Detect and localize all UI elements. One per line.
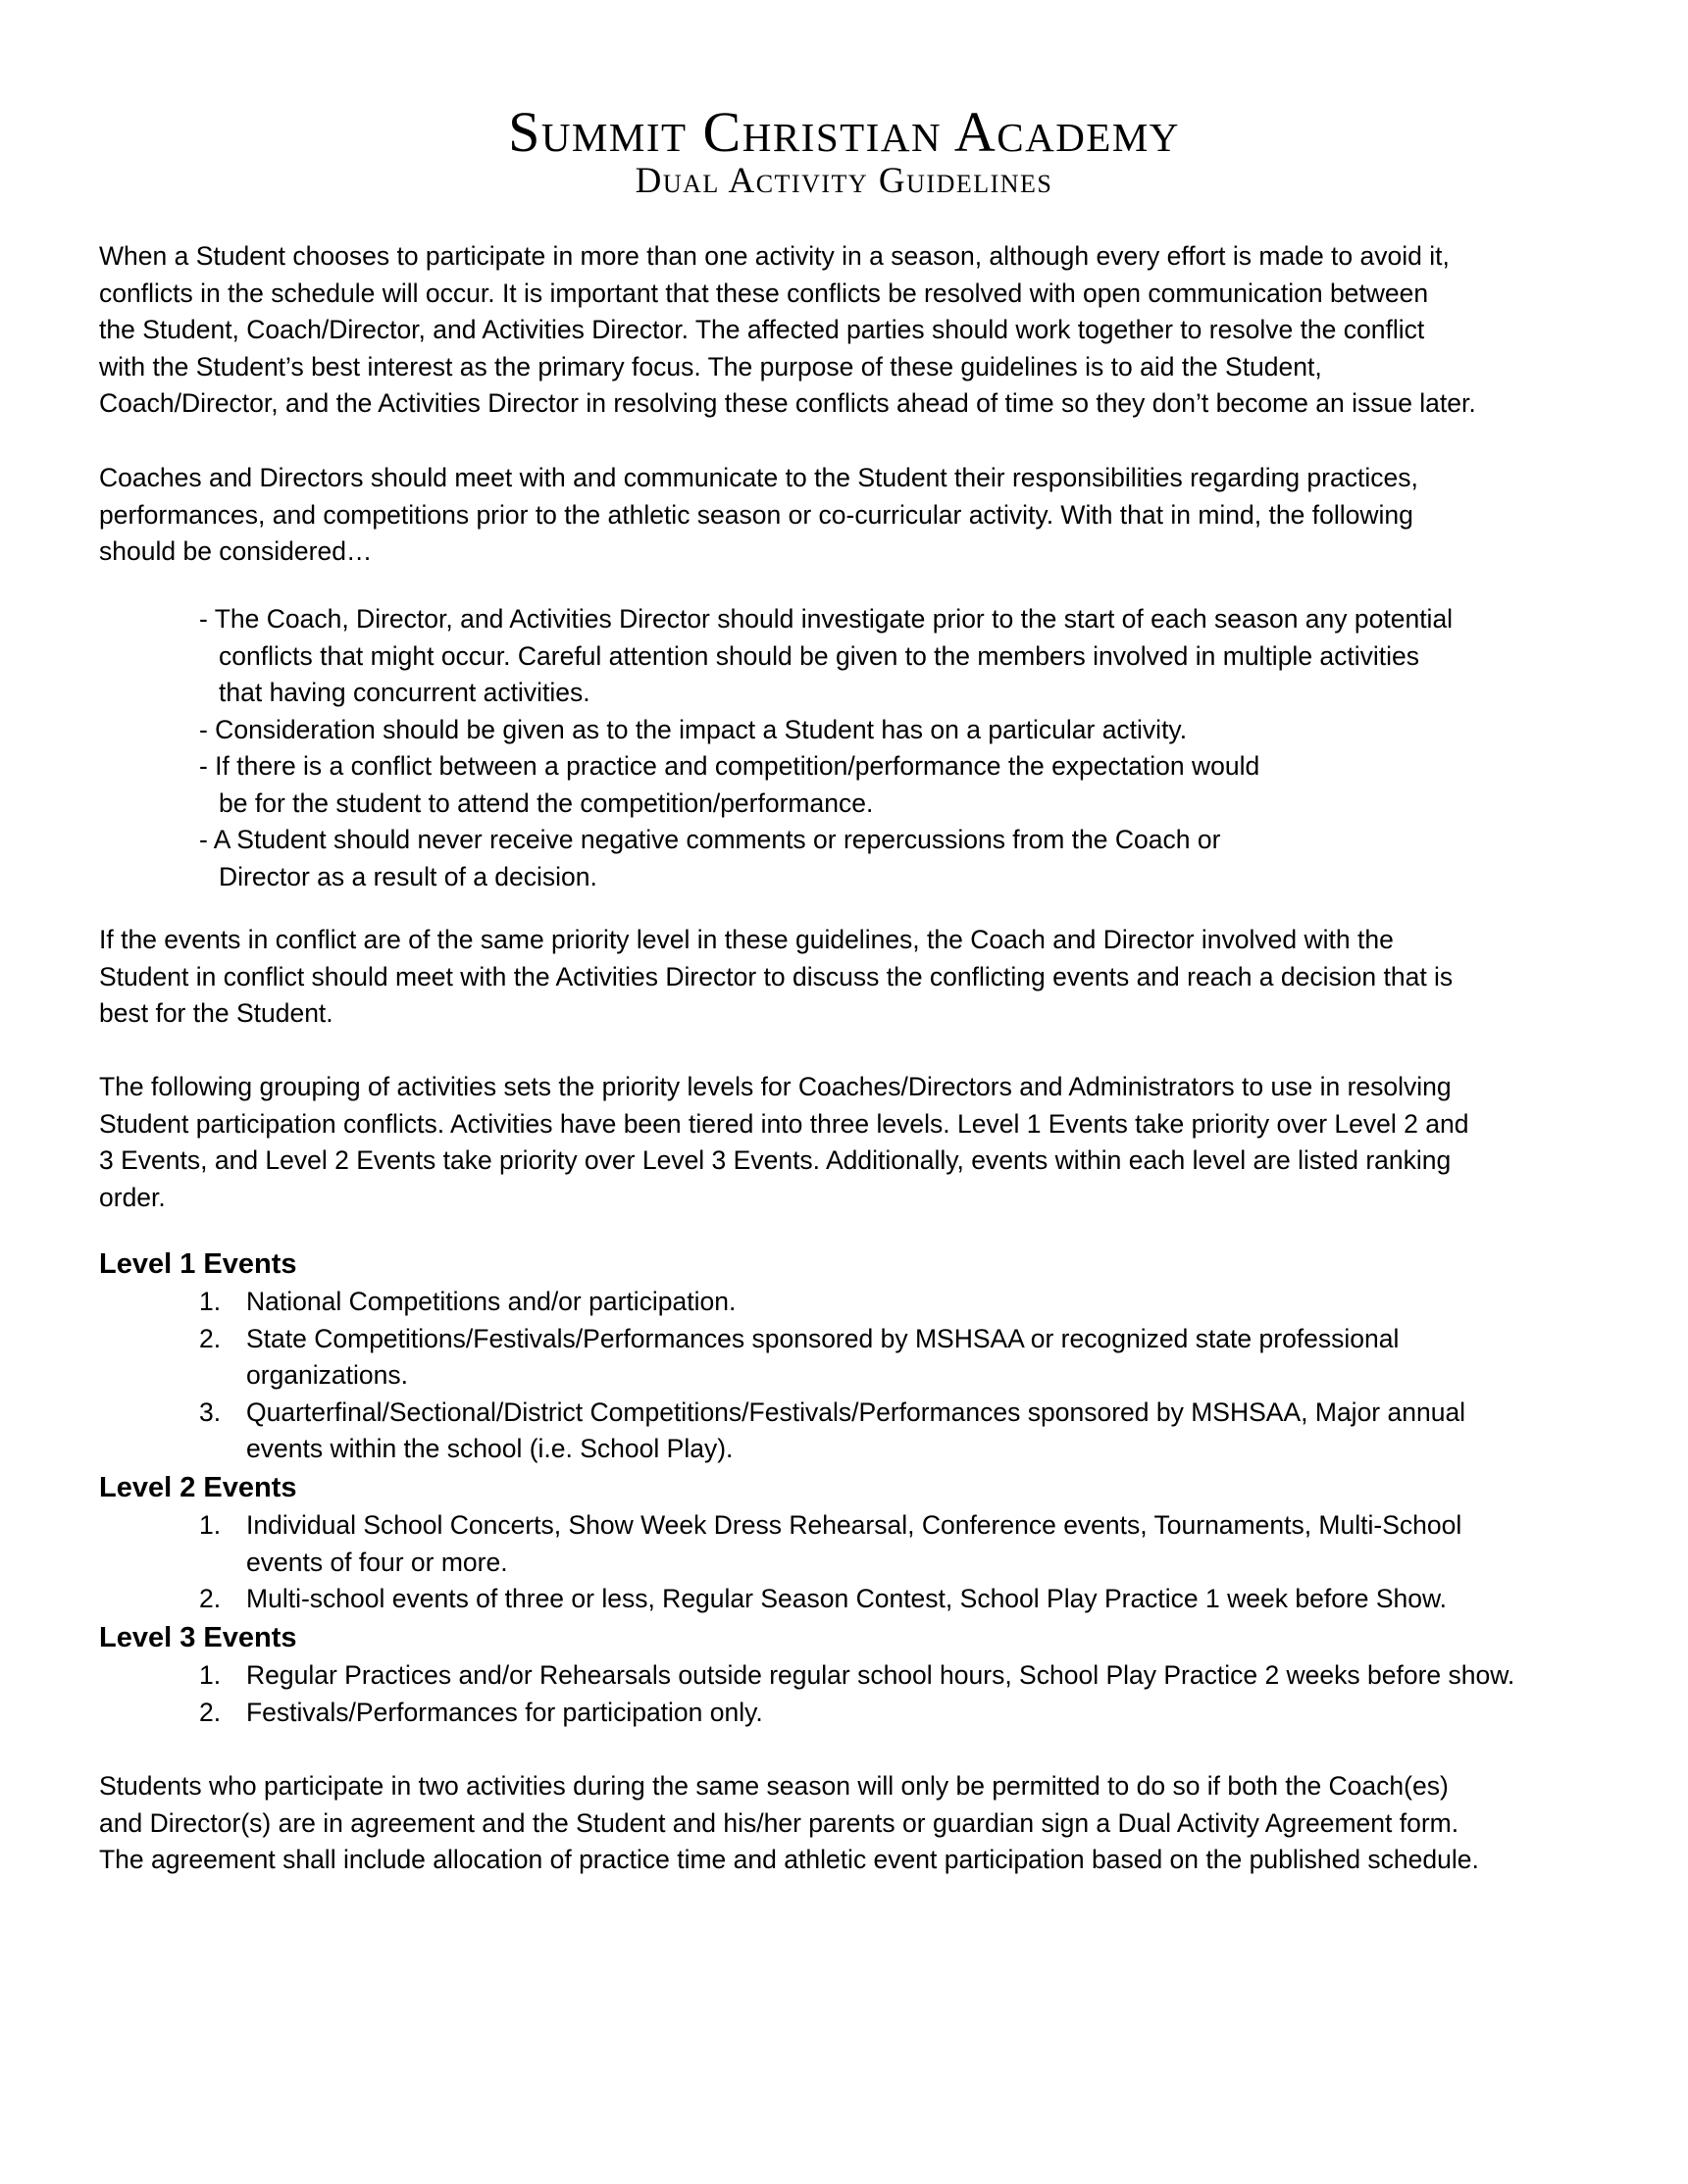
paragraph-line: If the events in conflict are of the same priority level in these guidelines, the Coach and Director involved with the [99, 925, 1394, 954]
paragraph-line: order. [99, 1182, 166, 1212]
paragraph-line: The following grouping of activities sets the priority levels for Coaches/Directors and Administrators to use in resolving [99, 1072, 1452, 1101]
list-item-line: State Competitions/Festivals/Performances sponsored by MSHSAA or recognized state professional [246, 1323, 1400, 1353]
list-item [199, 1657, 1592, 1695]
level-3-list [199, 1657, 1592, 1731]
list-item-line: events within the school (i.e. School Play). [246, 1434, 734, 1463]
list-number: 1. [199, 1287, 222, 1316]
same-priority-paragraph [99, 922, 1610, 1033]
list-item [199, 1395, 1592, 1468]
list-item-line: be for the student to attend the competition/performance. [219, 787, 874, 818]
paragraph-line: Coach/Director, and the Activities Director in resolving these conflicts ahead of time so they don’t become an issue later. [99, 388, 1476, 418]
paragraph-line: with the Student’s best interest as the primary focus. The purpose of these guidelines is to aid the Student, [99, 351, 1322, 381]
list-item-line: Director as a result of a decision. [219, 861, 597, 891]
intro-paragraph [99, 238, 1610, 423]
document-title: Summit Christian Academy [508, 100, 1180, 164]
paragraph-line: should be considered… [99, 536, 373, 566]
closing-paragraph [99, 1768, 1610, 1879]
list-item-line: - The Coach, Director, and Activities Director should investigate prior to the start of each season any potential [199, 604, 1454, 634]
paragraph-line: Students who participate in two activities during the same season will only be permitted to do so if both the Coach(es) [99, 1771, 1449, 1801]
list-item-line: Festivals/Performances for participation only. [246, 1697, 763, 1727]
level-2-heading: Level 2 Events [99, 1472, 297, 1503]
list-item-line: Regular Practices and/or Rehearsals outside regular school hours, School Play Practice 2 weeks before show. [246, 1660, 1515, 1690]
list-item-line: Multi-school events of three or less, Regular Season Contest, School Play Practice 1 week before Show. [246, 1584, 1448, 1613]
paragraph-line: When a Student chooses to participate in more than one activity in a season, although every effort is made to avoid it, [99, 241, 1450, 271]
list-item [199, 1581, 1592, 1618]
list-item [199, 1321, 1592, 1395]
list-item [199, 601, 1572, 712]
paragraph-line: the Student, Coach/Director, and Activities Director. The affected parties should work together to resolve the conflict [99, 315, 1425, 344]
list-item-line: National Competitions and/or participation. [246, 1287, 737, 1316]
list-number: 1. [199, 1660, 222, 1690]
paragraph-line: and Director(s) are in agreement and the Student and his/her parents or guardian sign a Dual Activity Agreement form. [99, 1807, 1459, 1838]
list-item-line: that having concurrent activities. [219, 678, 590, 707]
level-1-list [199, 1284, 1592, 1468]
list-item [199, 1507, 1592, 1581]
list-item [199, 822, 1572, 895]
coaches-paragraph [99, 460, 1610, 571]
list-number: 2. [199, 1697, 222, 1727]
list-item [199, 748, 1572, 822]
list-item-line: - Consideration should be given as to the impact a Student has on a particular activity. [199, 714, 1188, 744]
paragraph-line: The agreement shall include allocation of practice time and athletic event participation based on the published schedule. [99, 1845, 1479, 1874]
list-item-line: conflicts that might occur. Careful attention should be given to the members involved in multiple activities [219, 640, 1420, 671]
level-3-heading: Level 3 Events [99, 1622, 297, 1653]
list-item-line: Quarterfinal/Sectional/District Competitions/Festivals/Performances sponsored by MSHSAA, Major annual [246, 1397, 1466, 1427]
document-subtitle: Dual Activity Guidelines [635, 161, 1053, 201]
list-item-line: events of four or more. [246, 1547, 508, 1577]
list-item [199, 1695, 1592, 1732]
list-number: 3. [199, 1397, 222, 1427]
list-item-line: - A Student should never receive negative comments or repercussions from the Coach or [199, 825, 1221, 854]
paragraph-line: best for the Student. [99, 998, 333, 1028]
list-number: 1. [199, 1510, 222, 1540]
paragraph-line: performances, and competitions prior to the athletic season or co-curricular activity. With that in mind, the following [99, 499, 1413, 530]
paragraph-line: conflicts in the schedule will occur. It is important that these conflicts be resolved with open communication between [99, 278, 1429, 308]
considerations-list [199, 601, 1572, 895]
level-1-heading: Level 1 Events [99, 1248, 297, 1280]
paragraph-line: 3 Events, and Level 2 Events take priority over Level 3 Events. Additionally, events within each level are listed ranking [99, 1145, 1452, 1175]
list-number: 2. [199, 1323, 222, 1353]
paragraph-line: Student participation conflicts. Activities have been tiered into three levels. Level 1 Events take priority over Level 2 and [99, 1108, 1469, 1139]
level-2-list [199, 1507, 1592, 1618]
list-item [199, 1284, 1592, 1321]
list-item-line: organizations. [246, 1360, 408, 1390]
list-item-line: - If there is a conflict between a practice and competition/performance the expectation would [199, 751, 1260, 781]
list-number: 2. [199, 1584, 222, 1613]
grouping-paragraph [99, 1069, 1610, 1216]
paragraph-line: Coaches and Directors should meet with and communicate to the Student their responsibilities regarding practices, [99, 463, 1418, 492]
list-item-line: Individual School Concerts, Show Week Dress Rehearsal, Conference events, Tournaments, Multi-School [246, 1510, 1462, 1540]
paragraph-line: Student in conflict should meet with the Activities Director to discuss the conflicting events and reach a decision that is [99, 961, 1454, 991]
list-item [199, 712, 1572, 749]
